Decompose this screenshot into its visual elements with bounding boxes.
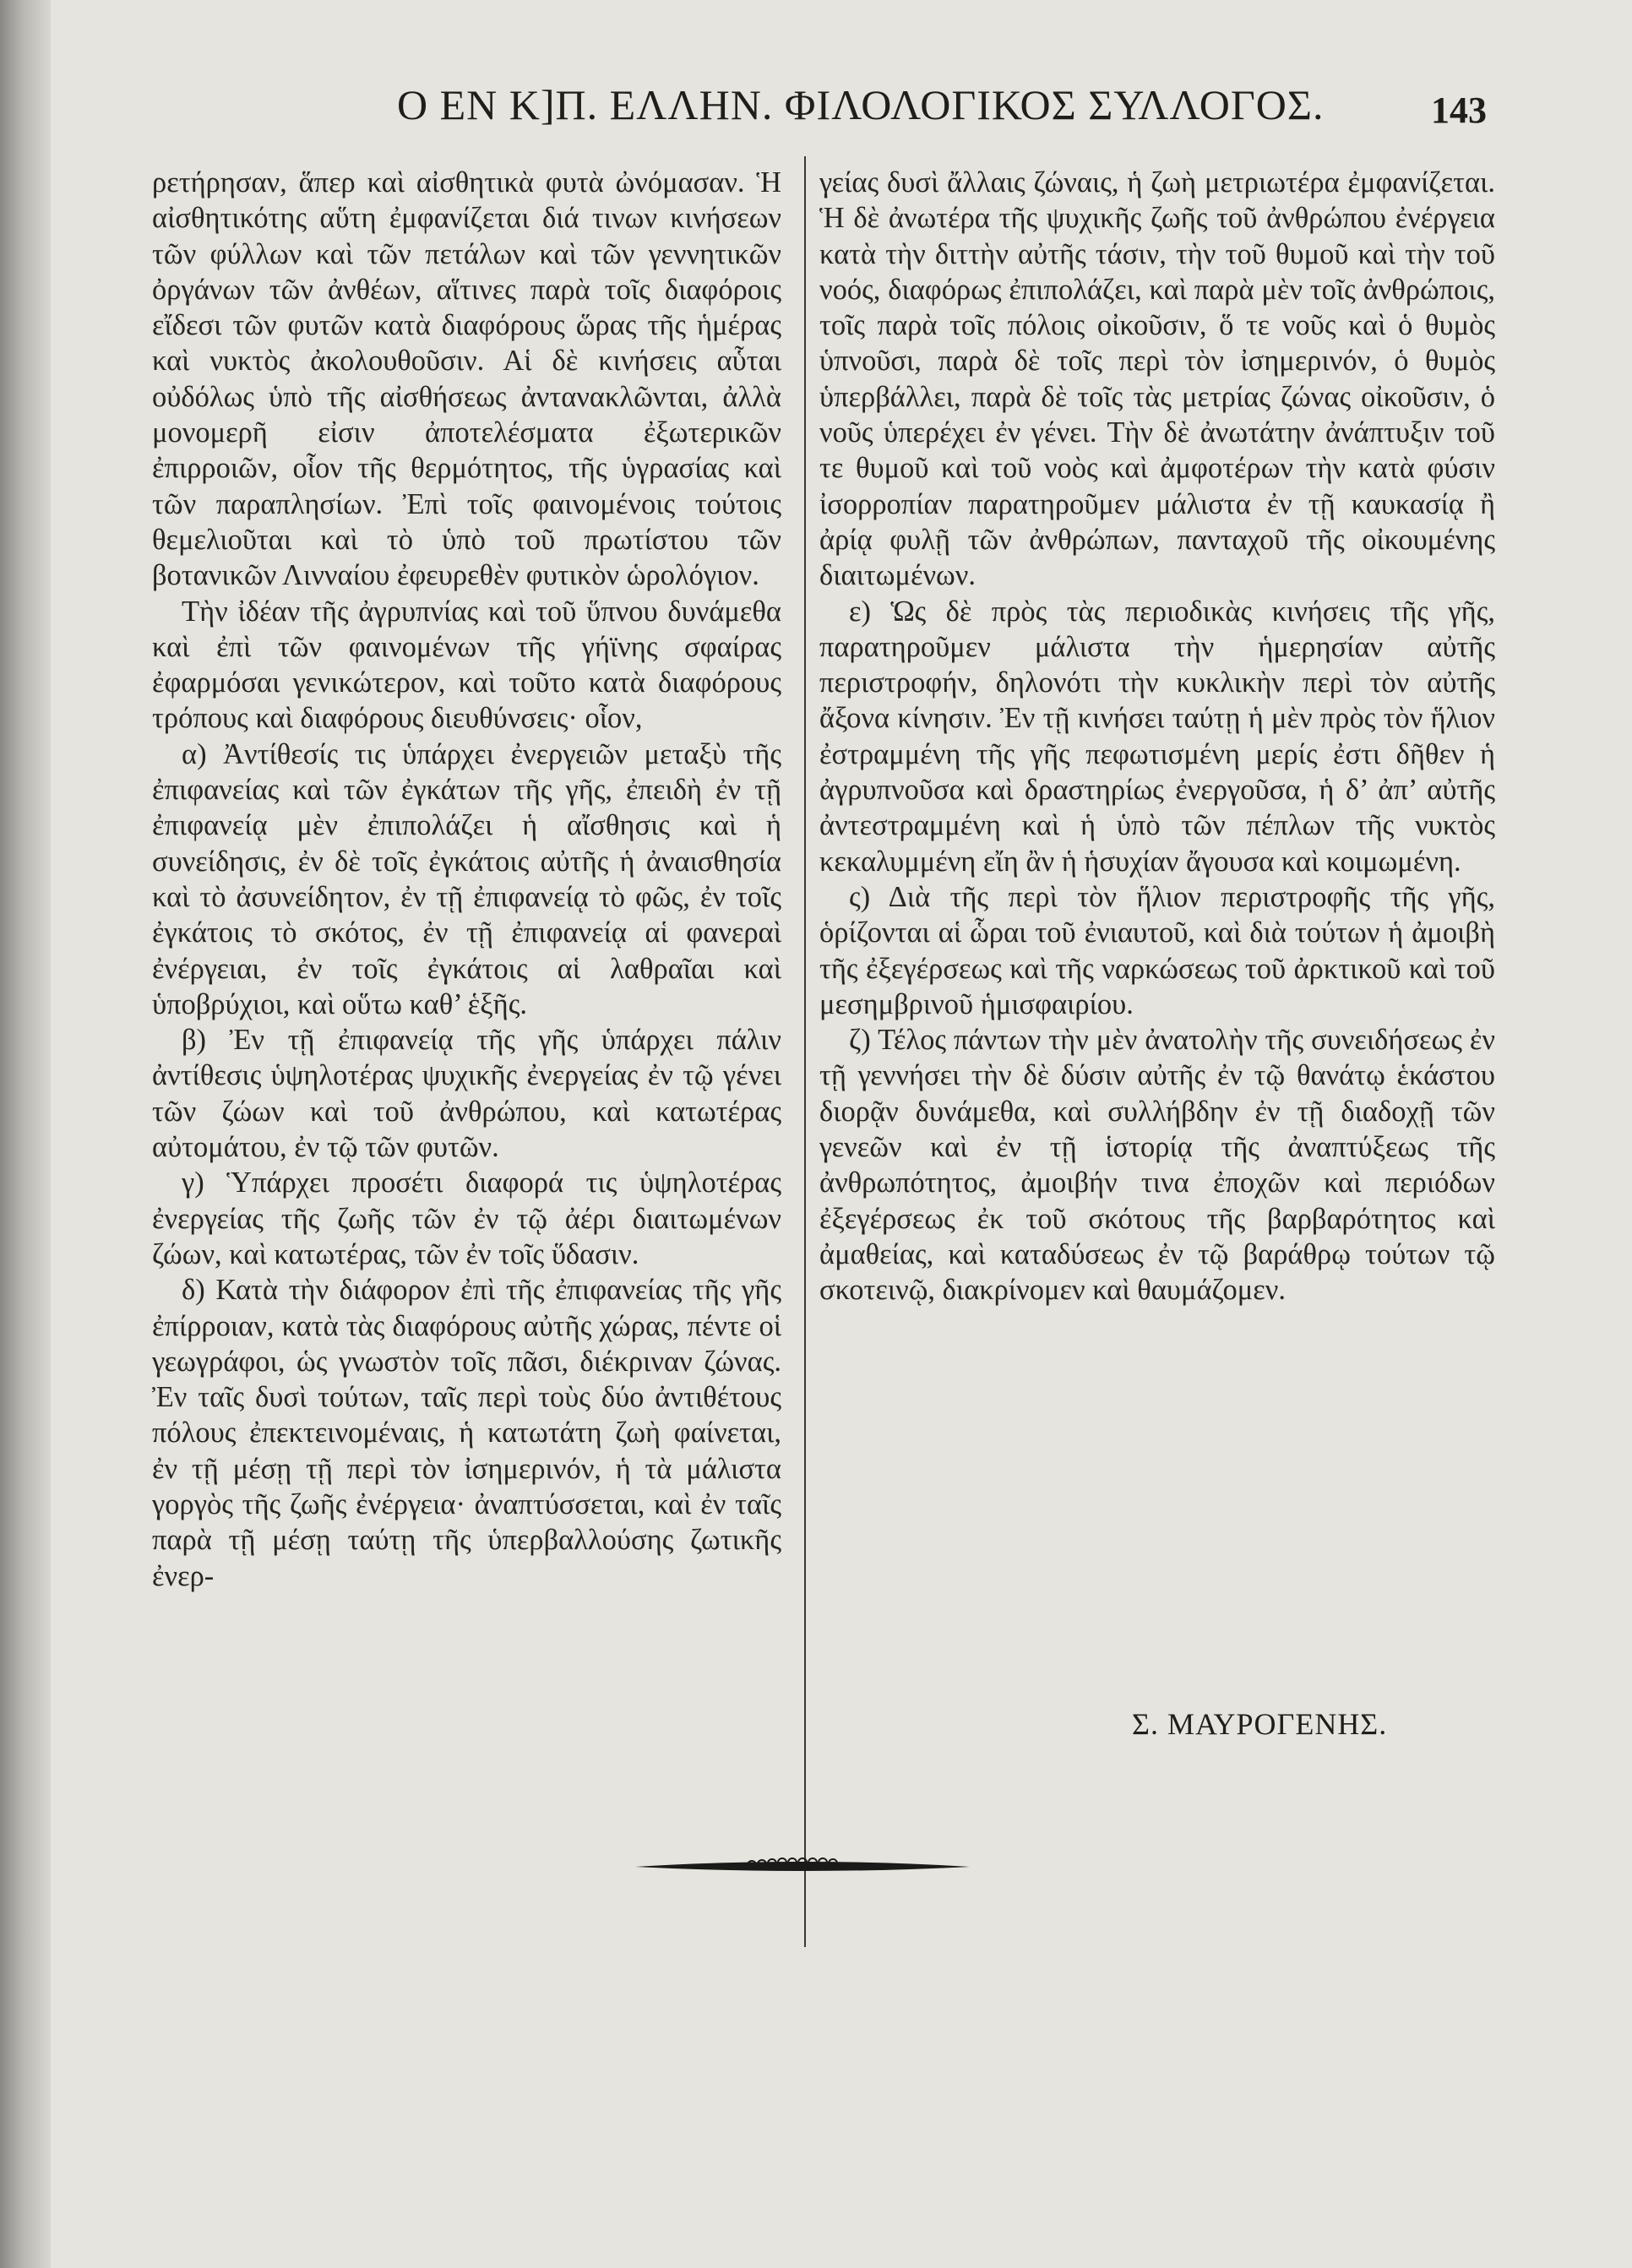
paragraph: β) Ἐν τῇ ἐπιφανείᾳ τῆς γῆς ὑπάρχει πάλιν ἀντίθεσις ὑψηλοτέρας ψυχικῆς ἐνεργείας ἐν τῷ γένει τῶν ζώων καὶ τοῦ ἀνθρώπου, καὶ κατωτέρας αὐτομάτου, ἐν τῷ τῶν φυτῶν. (152, 1024, 781, 1164)
column-divider (804, 156, 806, 1947)
paragraph: α) Ἀντίθεσίς τις ὑπάρχει ἐνεργειῶν μεταξὺ τῆς ἐπιφανείας καὶ τῶν ἐγκάτων τῆς γῆς, ἐπειδὴ ἐν τῇ ἐπιφανείᾳ μὲν ἐπιπολάζει ἡ αἴσθησις καὶ ἡ συνείδησις, ἐν δὲ τοῖς ἐγκάτοις αὐτῆς ἡ ἀναισθησία καὶ τὸ ἀσυνείδητον, ἐν τῇ ἐπιφανείᾳ τὸ φῶς, ἐν τοῖς ἐγκάτοις τὸ σκότος, ἐν τῇ ἐπιφανείᾳ αἱ φανεραὶ ἐνέργειαι, ἐν τοῖς ἐγκάτοις αἱ λαθραῖαι καὶ ὑποβρύχιοι, καὶ οὕτω καθ’ ἑξῆς. (152, 737, 781, 1020)
page-number: 143 (1431, 90, 1487, 131)
paragraph: γείας δυσὶ ἄλλαις ζώναις, ἡ ζωὴ μετριωτέρα ἐμφανίζεται. Ἡ δὲ ἀνωτέρα τῆς ψυχικῆς ζωῆς τοῦ ἀνθρώπου ἐνέργεια κατὰ τὴν διττὴν αὐτῆς τάσιν, τὴν τοῦ θυμοῦ καὶ τὴν τοῦ νοός, διαφόρως ἐπιπολάζει, καὶ παρὰ μὲν τοῖς ἀνθρώποις, τοῖς παρὰ τοῖς πόλοις οἰκοῦσιν, ὅ τε νοῦς καὶ ὁ θυμὸς ὑπνοῦσι, παρὰ δὲ τοῖς περὶ τὸν ἰσημερινόν, ὁ θυμὸς ὑπερβάλλει, παρὰ δὲ τοῖς τὰς μετρίας ζώνας οἰκοῦσιν, ὁ νοῦς ὑπερέχει ἐν γένει. Τὴν δὲ ἀνωτάτην ἀνάπτυξιν τοῦ τε θυμοῦ καὶ τοῦ νοὸς καὶ ἀμφοτέρων τὴν κατὰ φύσιν ἰσορροπίαν παρατηροῦμεν μάλιστα ἐν τῇ καυκασίᾳ ἢ ἀρίᾳ φυλῇ τῶν ἀνθρώπων, πανταχοῦ τῆς οἰκουμένης διαιτωμένων. (819, 166, 1495, 592)
binding-shadow (0, 0, 51, 2268)
right-column (819, 165, 1495, 1308)
author-signature: Σ. ΜΑΥΡΟΓΕΝΗΣ. (1132, 1707, 1388, 1741)
paragraph: ε) Ὡς δὲ πρὸς τὰς περιοδικὰς κινήσεις τῆς γῆς, παρατηροῦμεν μάλιστα τὴν ἡμερησίαν αὐτῆς περιστροφήν, δηλονότι τὴν κυκλικὴν περὶ τὸν αὐτῆς ἄξονα κίνησιν. Ἐν τῇ κινήσει ταύτῃ ἡ μὲν πρὸς τὸν ἥλιον ἐστραμμένη τῆς γῆς πεφωτισμένη μερίς ἐστι δῆθεν ἡ ἀγρυπνοῦσα καὶ δραστηρίως ἐνεργοῦσα, ἡ δ’ ἀπ’ αὐτῆς ἀντεστραμμένη καὶ ἡ ὑπὸ τῶν πέπλων τῆς νυκτὸς κεκαλυμμένη εἴη ἂν ἡ ἡσυχίαν ἄγουσα καὶ κοιμωμένη. (819, 595, 1495, 878)
ornamental-end-rule (634, 1850, 971, 1884)
paragraph: γ) Ὑπάρχει προσέτι διαφορά τις ὑψηλοτέρας ἐνεργείας τῆς ζωῆς τῶν ἐν τῷ ἀέρι διαιτωμένων ζώων, καὶ κατωτέρας, τῶν ἐν τοῖς ὕδασιν. (152, 1167, 781, 1270)
paragraph: ς) Διὰ τῆς περὶ τὸν ἥλιον περιστροφῆς τῆς γῆς, ὁρίζονται αἱ ὧραι τοῦ ἐνιαυτοῦ, καὶ διὰ τούτων ἡ ἀμοιβὴ τῆς ἐξεγέρσεως καὶ τῆς ναρκώσεως τοῦ ἀρκτικοῦ καὶ τοῦ μεσημβρινοῦ ἡμισφαιρίου. (819, 880, 1495, 1020)
left-column (152, 165, 781, 1594)
paragraph: ρετήρησαν, ἅπερ καὶ αἰσθητικὰ φυτὰ ὠνόμασαν. Ἡ αἰσθητικότης αὕτη ἐμφανίζεται διά τινων κινήσεων τῶν φύλλων καὶ τῶν πετάλων καὶ τῶν γεννητικῶν ὀργάνων τῶν ἀνθέων, αἵτινες παρὰ τοῖς διαφόροις εἴδεσι τῶν φυτῶν κατὰ διαφόρους ὥρας τῆς ἡμέρας καὶ νυκτὸς ἀκολουθοῦσιν. Αἱ δὲ κινήσεις αὗται οὐδόλως ὑπὸ τῆς αἰσθήσεως ἀντανακλῶνται, ἀλλὰ μονομερῆ εἰσιν ἀποτελέσματα ἐξωτερικῶν ἐπιρροιῶν, οἷον τῆς θερμότητος, τῆς ὑγρασίας καὶ τῶν παραπλησίων. Ἐπὶ τοῖς φαινομένοις τούτοις θεμελιοῦται καὶ τὸ ὑπὸ τοῦ πρωτίστου τῶν βοτανικῶν Λινναίου ἐφευρεθὲν φυτικὸν ὡρολόγιον. (152, 166, 781, 592)
running-title: Ο ΕΝ Κ]Π. ΕΛΛΗΝ. ΦΙΛΟΛΟΓΙΚΟΣ ΣΥΛΛΟΓΟΣ. (397, 81, 1325, 128)
paragraph: δ) Κατὰ τὴν διάφορον ἐπὶ τῆς ἐπιφανείας τῆς γῆς ἐπίρροιαν, κατὰ τὰς διαφόρους αὐτῆς χώρας, πέντε οἱ γεωγράφοι, ὡς γνωστὸν τοῖς πᾶσι, διέκριναν ζώνας. Ἐν ταῖς δυσὶ τούτων, ταῖς περὶ τοὺς δύο ἀντιθέτους πόλους ἐπεκτεινομέναις, ἡ κατωτάτη ζωὴ φαίνεται, ἐν τῇ μέσῃ τῇ περὶ τὸν ἰσημερινόν, ἡ τὰ μάλιστα γοργὸς τῆς ζωῆς ἐνέργεια· ἀναπτύσσεται, καὶ ἐν ταῖς παρὰ τῇ μέσῃ ταύτῃ τῆς ὑπερβαλλούσης ζωτικῆς ἐνερ- (152, 1274, 781, 1592)
paragraph: Τὴν ἰδέαν τῆς ἀγρυπνίας καὶ τοῦ ὕπνου δυνάμεθα καὶ ἐπὶ τῶν φαινομένων τῆς γήϊνης σφαίρας ἐφαρμόσαι γενικώτερον, καὶ τοῦτο κατὰ διαφόρους τρόπους καὶ διαφόρους διευθύνσεις· οἷον, (152, 595, 781, 735)
running-head (152, 80, 1520, 139)
paragraph: ζ) Τέλος πάντων τὴν μὲν ἀνατολὴν τῆς συνειδήσεως ἐν τῇ γεννήσει τὴν δὲ δύσιν αὐτῆς ἐν τῷ θανάτῳ ἑκάστου διορᾷν δυνάμεθα, καὶ συλλήβδην ἐν τῇ διαδοχῇ τῶν γενεῶν καὶ ἐν τῇ ἱστορίᾳ τῆς ἀναπτύξεως τῆς ἀνθρωπότητος, ἀμοιβήν τινα ἐποχῶν καὶ περιόδων ἐξεγέρσεως ἐκ τοῦ σκότους τῆς βαρβαρότητος καὶ ἀμαθείας, καὶ καταδύσεως ἐν τῷ βαράθρῳ τούτων τῷ σκοτεινῷ, διακρίνομεν καὶ θαυμάζομεν. (819, 1024, 1495, 1307)
